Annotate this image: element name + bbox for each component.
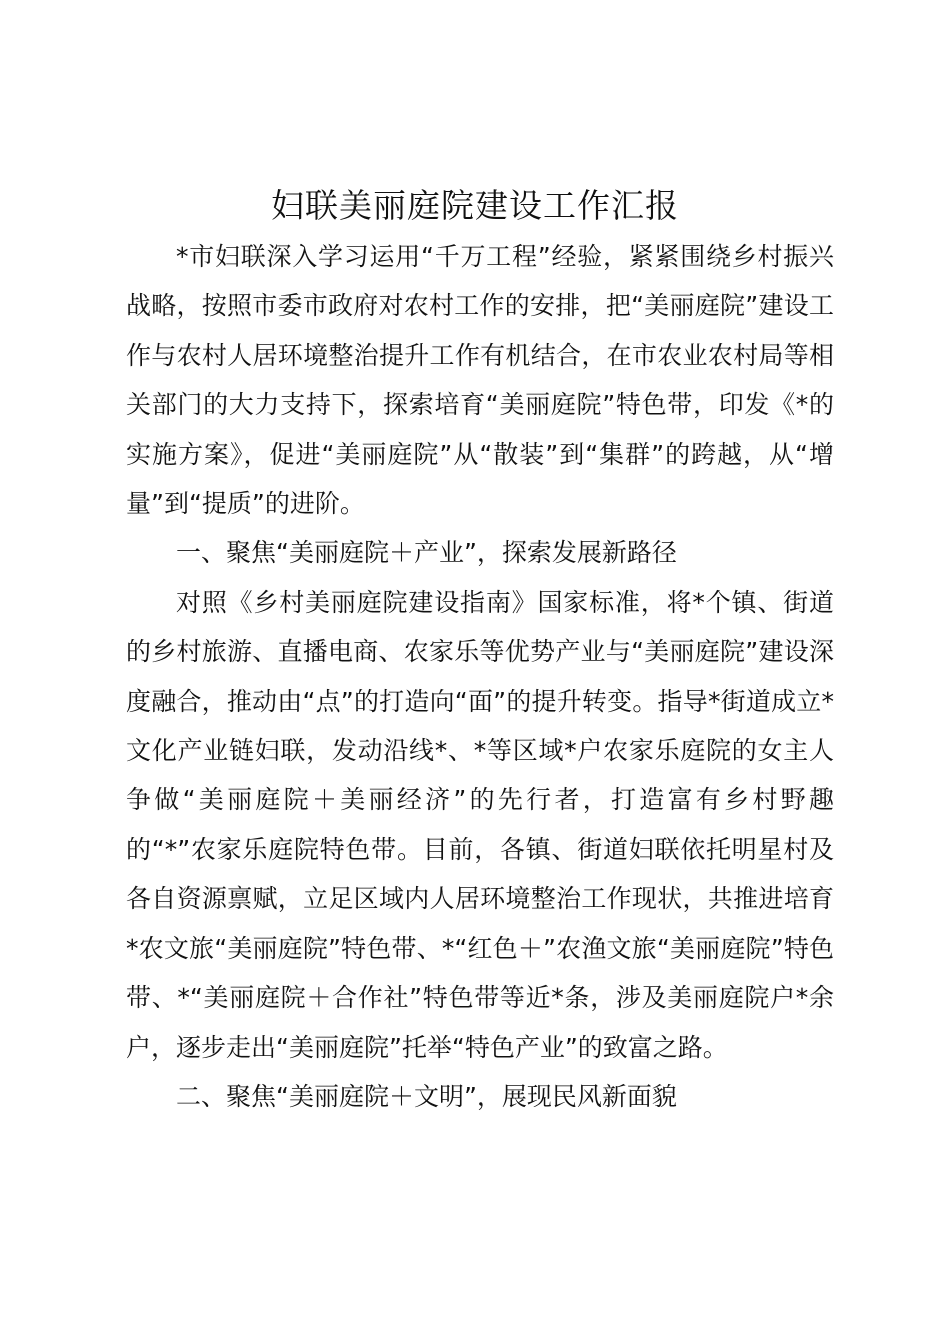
intro-paragraph: *市妇联深入学习运用“千万工程”经验，紧紧围绕乡村振兴战略，按照市委市政府对农村工作的安排，把“美丽庭院”建设工作与农村人居环境整治提升工作有机结合，在市农业农村局等相关部门的大力支持下，探索培育“美丽庭院”特色带，印发《*的实施方案》，促进“美丽庭院”从“散装”到“集群”的跨越，从“增量”到“提质”的进阶。 — [126, 242, 834, 519]
document-title: 妇联美丽庭院建设工作汇报 — [271, 186, 679, 225]
section-1-heading: 一、聚焦“美丽庭院＋产业”，探索发展新路径 — [176, 538, 677, 568]
section-1-paragraph: 对照《乡村美丽庭院建设指南》国家标准，将*个镇、街道的乡村旅游、直播电商、农家乐等优势产业与“美丽庭院”建设深度融合，推动由“点”的打造向“面”的提升转变。指导*街道成立*文化产业链妇联，发动沿线*、*等区域*户农家乐庭院的女主人争做“美丽庭院＋美丽经济”的先行者，打造富有乡村野趣的“*”农家乐庭院特色带。目前，各镇、街道妇联依托明星村及各自资源禀赋，立足区域内人居环境整治工作现状，共推进培育*农文旅“美丽庭院”特色带、*“红色＋”农渔文旅“美丽庭院”特色带、*“美丽庭院＋合作社”特色带等近*条，涉及美丽庭院户*余户，逐步走出“美丽庭院”托举“特色产业”的致富之路。 — [126, 587, 834, 1062]
document-body — [126, 232, 834, 1121]
section-2-heading: 二、聚焦“美丽庭院＋文明”，展现民风新面貌 — [176, 1081, 677, 1111]
